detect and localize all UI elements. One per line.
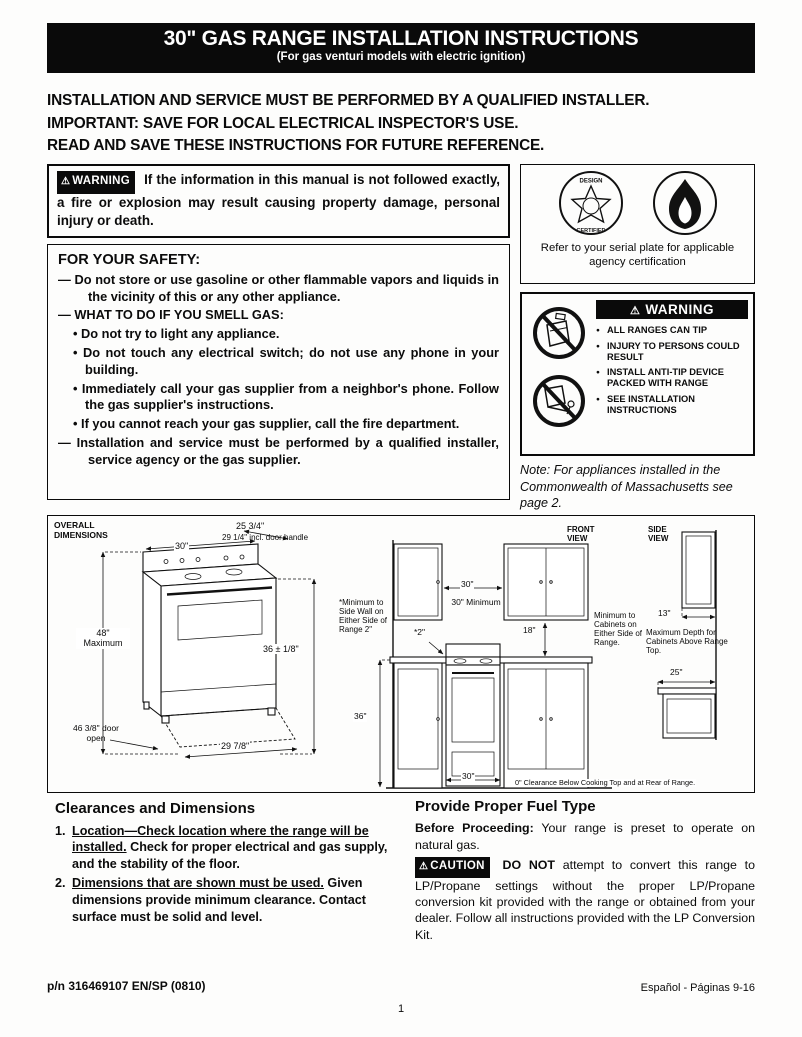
safety-item-qualified: — Installation and service must be performed by a qualified installer, service agency or the gas supplier. [58,434,499,467]
spanish-pages-note: Español - Páginas 9-16 [640,982,755,994]
title-banner [47,23,755,73]
warning-triangle-icon: ⚠ [629,305,641,317]
dim-cab-gap-label: 30" [461,579,474,589]
caution-paragraph [415,857,755,943]
before-proceeding-text: Your range is preset to operate on natural gas. [415,821,756,852]
fire-warning-paragraph [57,171,500,231]
tip-warning-box [520,292,755,456]
certification-box [520,164,755,284]
dim-36-label: 36" [354,711,367,721]
warning-triangle-icon: ⚠ [61,176,71,187]
clearances-item-2-rest: Given dimensions provide minimum clearance. Contact surface must be solid and level. [72,876,366,924]
safety-bullet-2: • Do not touch any electrical switch; do not use any phone in your building. [58,345,499,379]
dim-18-label: 18" [523,625,536,635]
dim-width-label: 30" [175,541,189,551]
dim-min-30-label: 30" Minimum [451,597,501,607]
page-title: 30" GAS RANGE INSTALLATION INSTRUCTIONS [163,27,639,50]
dim-2-label: *2" [414,627,426,637]
tip-warning-content [596,300,748,450]
safety-bullet-3: • Immediately call your gas supplier from a neighbor's phone. Follow the gas supplier's instructions. [58,381,499,415]
clearances-section [55,801,407,925]
fire-warning-text: If the information in this manual is not followed exactly, a fire or explosion may result causing property damage, personal injury or death. [57,172,500,228]
tip-warning-item-1: ● ALL RANGES CAN TIP [596,325,748,336]
clearances-item-1-rest: Check for proper electrical and gas supply, and the stability of the floor. [72,840,388,871]
safety-bullet-4: • If you cannot reach your gas supplier, call the fire department. [58,416,499,433]
tip-warning-header [596,300,748,319]
intro-line-1: INSTALLATION AND SERVICE MUST BE PERFORMED BY A QUALIFIED INSTALLER. [47,92,650,109]
massachusetts-note: Note: For appliances installed in the Commonwealth of Massachusetts see page 2. [520,463,733,510]
min-side-wall-note: *Minimum to Side Wall on Either Side of Range 2" [339,598,388,635]
certification-caption: Refer to your serial plate for applicable agency certification [540,242,735,268]
tip-over-pot-hazard-icon [530,304,588,362]
safety-item-flammable: — Do not store or use gasoline or other flammable vapors and liquids in the vicinity of this or any other appliance. [58,271,499,304]
dim-depth-bottom-label: 29 7/8" [221,741,250,751]
dim-depth-top-label: 25 3/4" [236,521,265,531]
clearances-item-2-lead: Dimensions that are shown must be used. [72,876,324,891]
safety-bullet-1: • Do not try to light any appliance. [58,326,499,343]
page-number: 1 [397,1003,405,1015]
fuel-type-section [415,799,755,943]
part-number: p/n 316469107 EN/SP (0810) [47,979,206,993]
side-view-label: SIDE VIEW [648,525,669,544]
caution-label-text: CAUTION [430,860,485,873]
warning-triangle-icon: ⚠ [419,861,429,873]
certification-seals [521,170,754,236]
safety-title: FOR YOUR SAFETY: [58,252,201,268]
tip-hazard-icons [528,300,590,450]
max-depth-note: Maximum Depth for Cabinets Above Range Top. [646,628,728,656]
clearances-item-1 [55,823,407,873]
fire-warning-box [47,164,510,238]
seal-certified-text: CERTIFIED [575,228,606,234]
caution-label [415,857,490,877]
front-view-illustration [380,540,612,788]
tip-warning-label: WARNING [645,302,715,317]
intro-statements [47,90,755,158]
tip-warning-item-4: ● SEE INSTALLATION INSTRUCTIONS [596,394,748,416]
tip-warning-item-3: ● INSTALL ANTI-TIP DEVICE PACKED WITH RANGE [596,367,748,389]
csa-flame-seal-icon [652,170,718,236]
dim-incl-handle-label: 29 1/4" incl. door handle [222,533,309,542]
safety-box [47,244,510,500]
intro-line-3: READ AND SAVE THESE INSTRUCTIONS FOR FUTURE REFERENCE. [47,137,545,154]
clearances-item-2 [55,875,407,925]
page-subtitle: (For gas venturi models with electric ignition) [276,51,526,63]
design-certified-seal-icon [558,170,624,236]
dim-25-label: 25" [670,667,683,677]
caution-do-not: DO NOT [502,858,555,873]
dim-height-label: 48" Maximum [76,628,130,649]
dimensions-diagram [47,515,755,793]
dim-13-label: 13" [658,608,671,618]
warning-label [57,171,135,194]
item-number: 1. [55,823,66,838]
clearances-title: Clearances and Dimensions [55,800,256,817]
before-proceeding-label: Before Proceeding: [415,821,534,836]
caution-text: attempt to convert this range to LP/Propane settings without the proper LP/Propane conversion kit provided with the range or obtained from your dealer. Follow all instructions provided with the LP Conversion Kit. [415,858,756,942]
seal-design-text: DESIGN [578,178,603,185]
warning-label-text: WARNING [72,175,130,187]
dim-30-bottom-label: 30" [462,771,475,781]
zero-clearance-note: 0" Clearance Below Cooking Top and at Rear of Range. [515,778,696,787]
item-number: 2. [55,876,66,891]
safety-item-smell-gas: — WHAT TO DO IF YOU SMELL GAS: [58,307,284,323]
child-on-door-hazard-icon [530,372,588,430]
fuel-intro-paragraph [415,820,755,853]
tip-warning-item-2: ● INJURY TO PERSONS COULD RESULT [596,341,748,363]
front-view-label: FRONT VIEW [567,525,595,544]
overall-dimensions-label: OVERALL DIMENSIONS [54,520,108,540]
fuel-title: Provide Proper Fuel Type [415,798,596,815]
dim-cooktop-height-label: 36 ± 1/8" [263,644,299,654]
tip-warning-list [596,325,748,416]
intro-line-2: IMPORTANT: SAVE FOR LOCAL ELECTRICAL INSPECTOR'S USE. [47,114,519,132]
clearances-item-1-lead: Location—Check location where the range will be installed. [72,823,369,855]
min-cabinets-note: Minimum to Cabinets on Either Side of Range. [594,611,643,648]
dim-door-open-label: 46 3/8" door open [72,723,120,743]
